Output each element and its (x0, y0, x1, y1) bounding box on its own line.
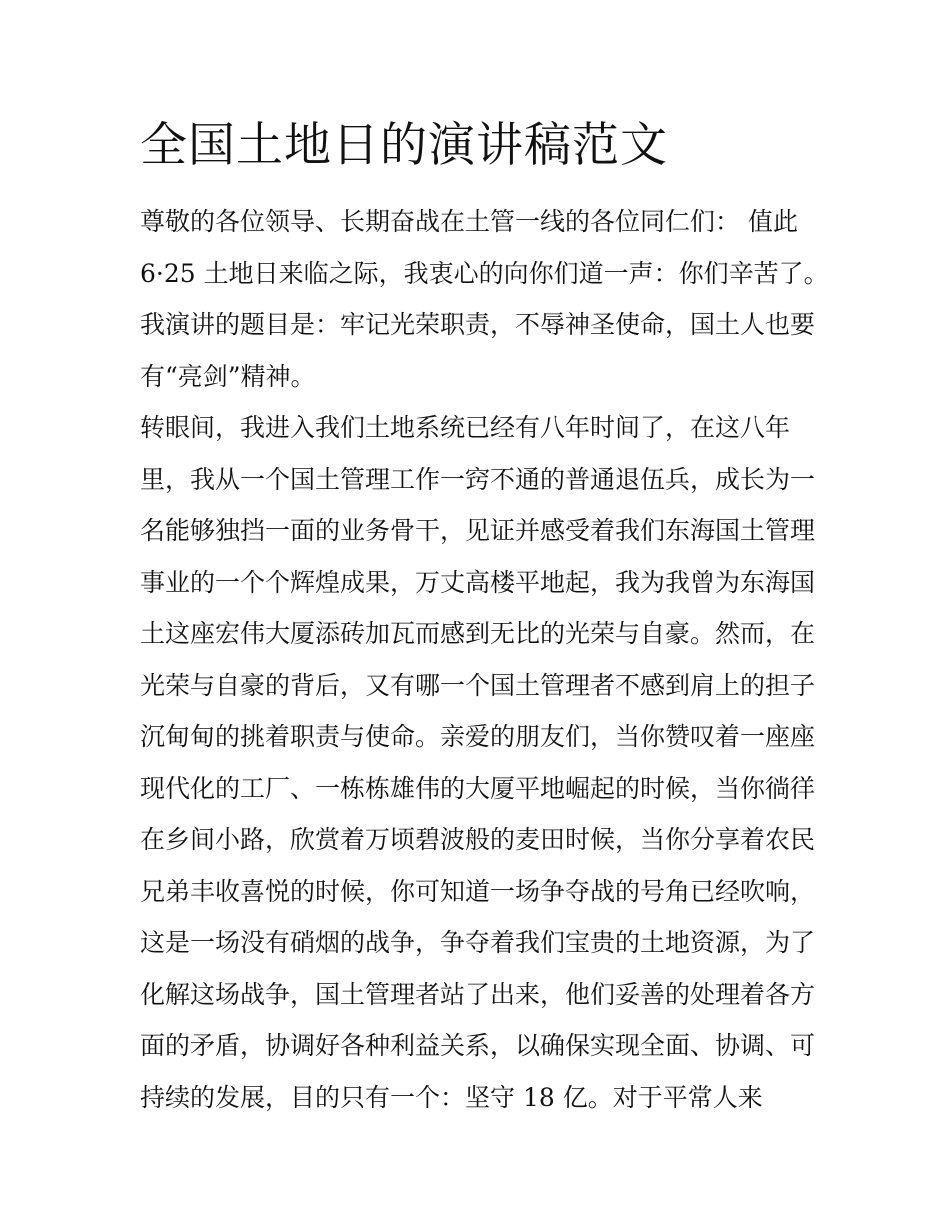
text-line: 化解这场战争，国土管理者站了出来，他们妥善的处理着各方 (140, 979, 816, 1009)
text-line: 这是一场没有硝烟的战争，争夺着我们宝贵的土地资源，为了 (140, 928, 816, 957)
document-title: 全国土地日的演讲稿范文 (140, 118, 668, 173)
text-line: 名能够独挡一面的业务骨干，见证并感受着我们东海国土管理 (140, 516, 816, 545)
text-line: 转眼间，我进入我们土地系统已经有八年时间了，在这八年 (140, 413, 791, 442)
text-line: 现代化的工厂、一栋栋雄伟的大厦平地崛起的时候，当你徜徉 (140, 773, 816, 803)
text-line: 在乡间小路，欣赏着万顷碧波般的麦田时候，当你分享着农民 (140, 825, 816, 854)
text-line: 有“亮剑”精神。 (140, 361, 316, 391)
text-line: 光荣与自豪的背后，又有哪一个国土管理者不感到肩上的担子 (140, 670, 816, 700)
text-line: 6·25 土地日来临之际，我衷心的向你们道一声：你们辛苦了。 (140, 258, 829, 288)
text-line: 面的矛盾，协调好各种利益关系，以确保实现全面、协调、可 (140, 1031, 816, 1060)
document-body (140, 196, 829, 1123)
text-line: 事业的一个个辉煌成果，万丈高楼平地起，我为我曾为东海国 (140, 567, 816, 597)
text-line: 里，我从一个国土管理工作一窍不通的普通退伍兵，成长为一 (140, 464, 816, 494)
text-line: 土这座宏伟大厦添砖加瓦而感到无比的光荣与自豪。然而，在 (140, 619, 816, 648)
text-line: 持续的发展，目的只有一个：坚守 18 亿。对于平常人来 (140, 1082, 763, 1112)
text-line: 尊敬的各位领导、长期奋战在土管一线的各位同仁们： 值此 (140, 207, 798, 236)
text-line: 我演讲的题目是：牢记光荣职责，不辱神圣使命，国土人也要 (140, 310, 816, 339)
text-line: 兄弟丰收喜悦的时候，你可知道一场争夺战的号角已经吹响， (140, 876, 816, 906)
text-line: 沉甸甸的挑着职责与使命。亲爱的朋友们，当你赞叹着一座座 (140, 722, 816, 751)
